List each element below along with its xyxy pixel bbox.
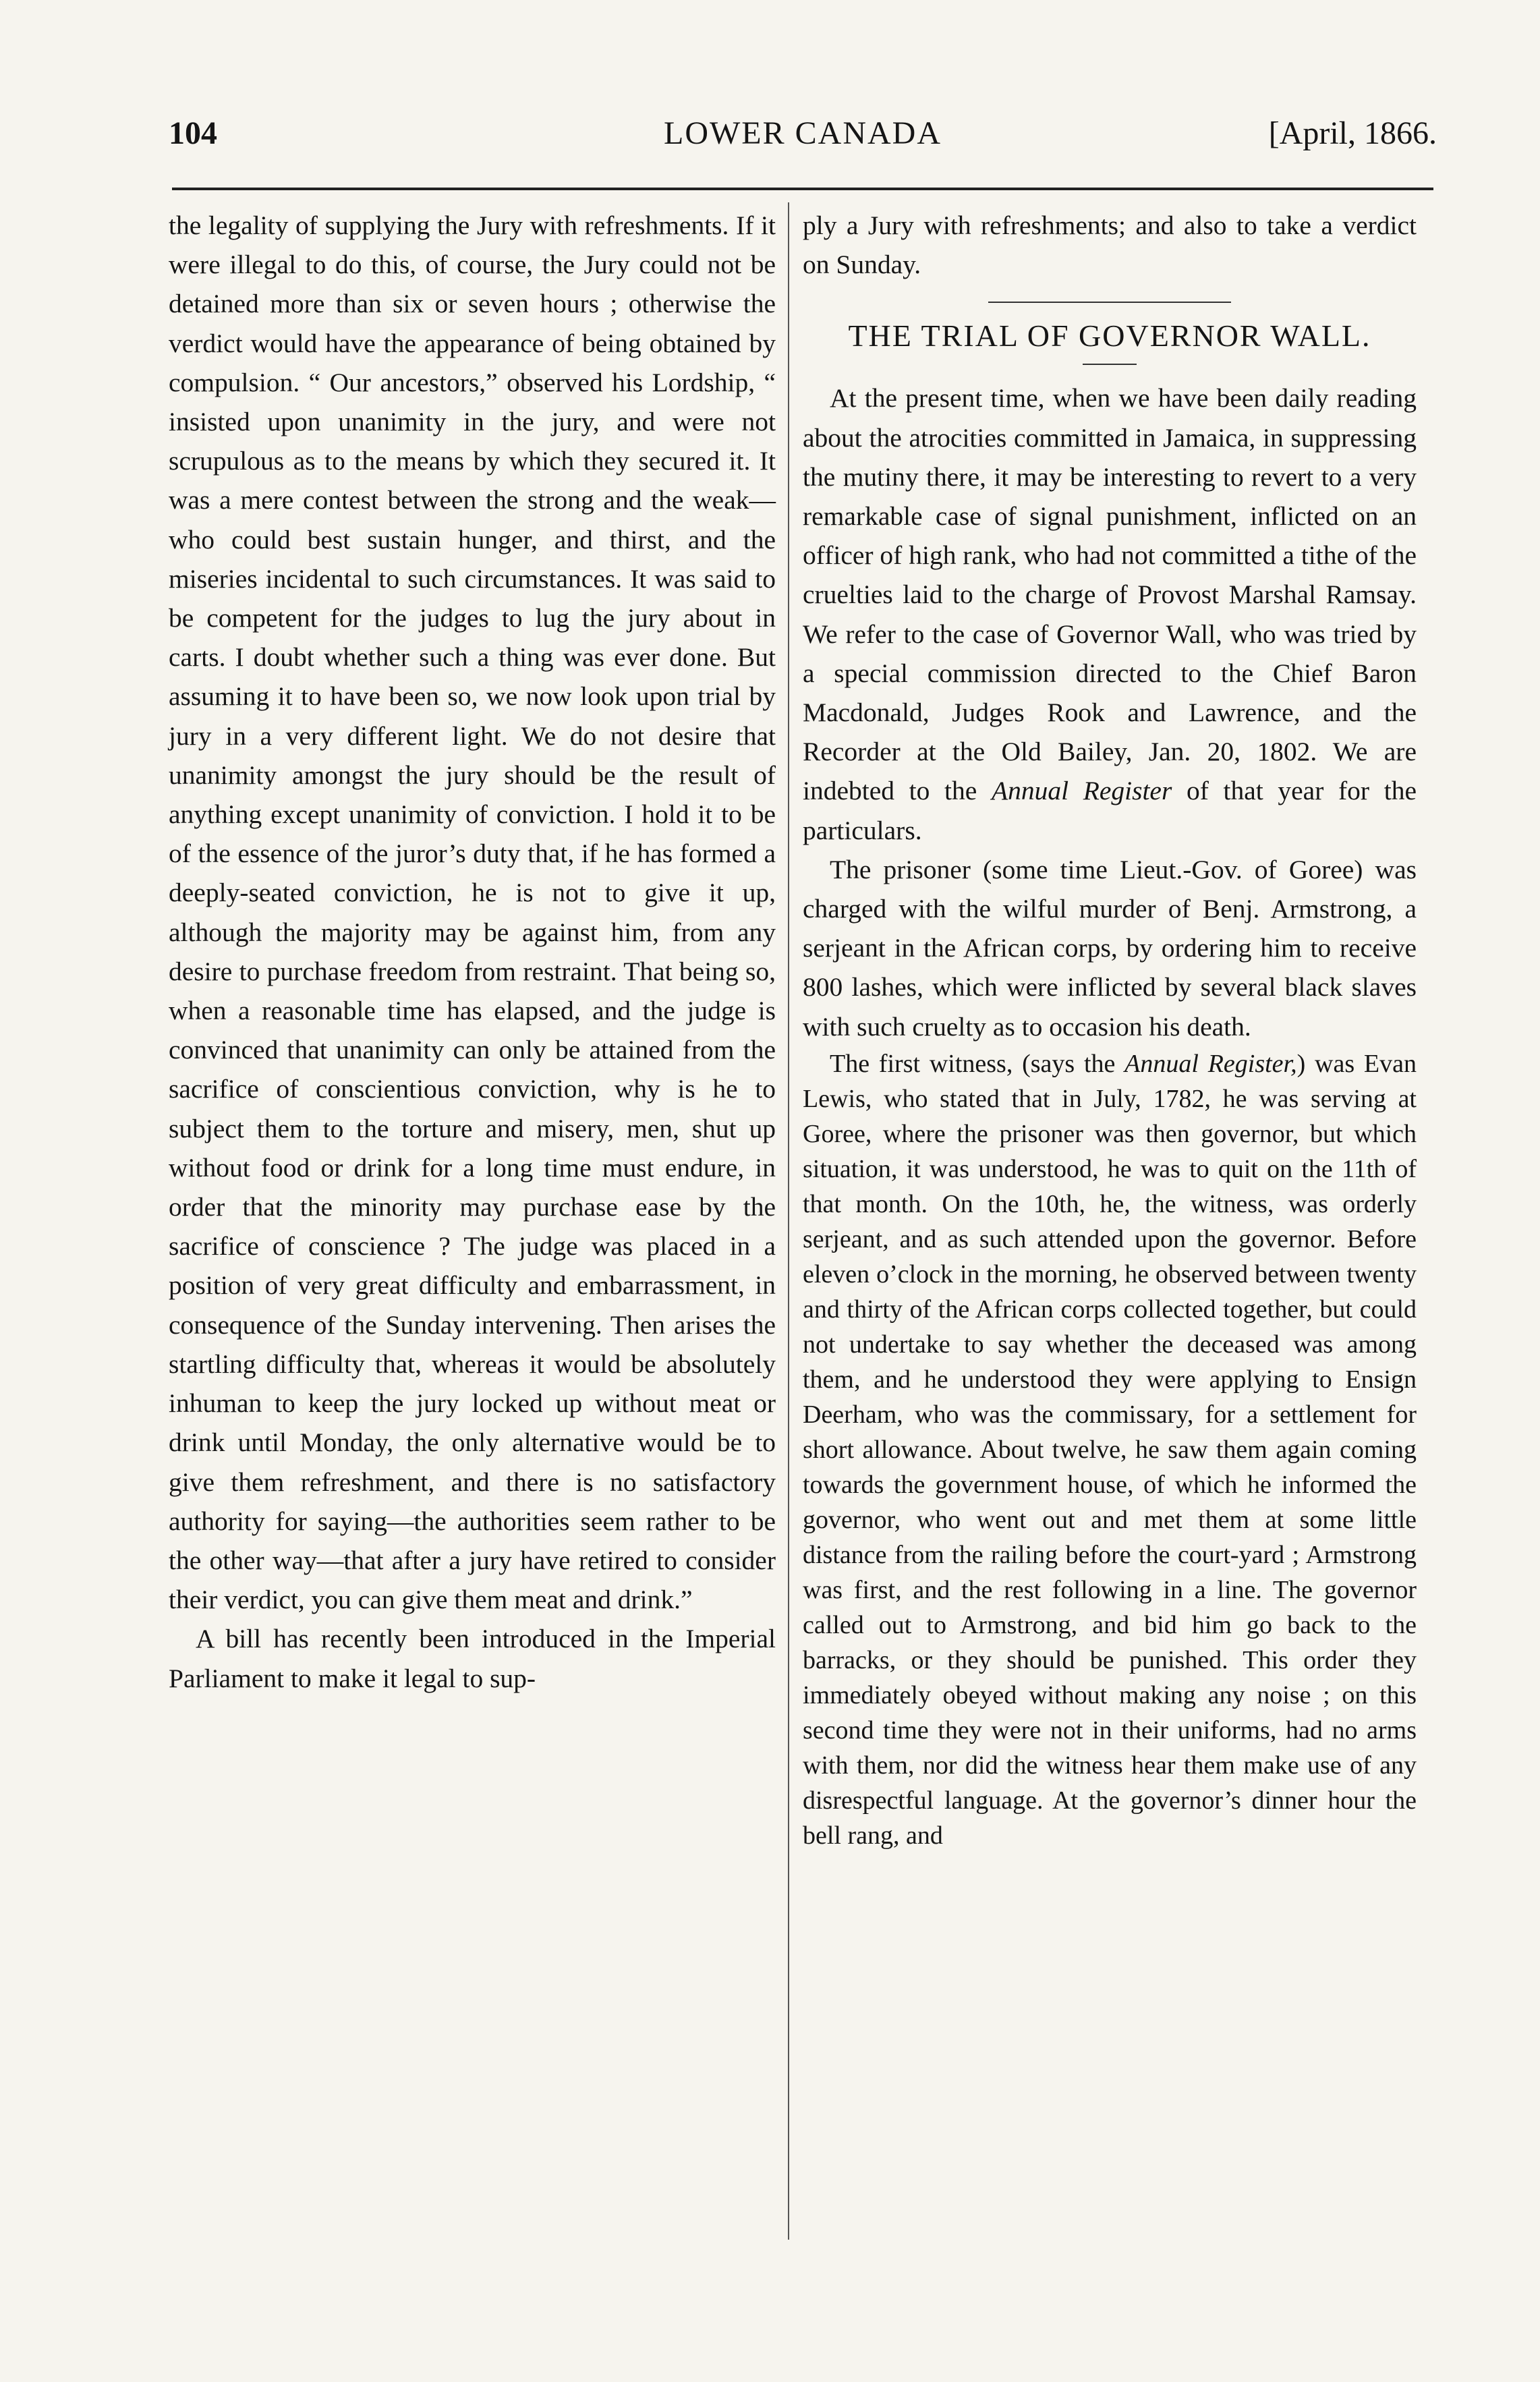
left-column [169,206,776,1698]
article-paragraph [803,378,1417,849]
paragraph-text: of that year for the particulars. [803,776,1417,845]
article-paragraph: A bill has recently been introduced in the Imperial Parliament to make it legal to sup- [169,1624,776,1693]
article-paragraph: The prisoner (some time Lieut.-Gov. of Goree) was charged with the wilful murder of Benj. Armstrong, a serjeant in the African corps, by ordering him to receive 800 lashes, which were inflicted by several black slaves with such cruelty as to occasion his death. [803,854,1417,1042]
page-number: 104 [169,115,217,151]
running-title: LOWER CANADA [664,115,942,151]
issue-date: [April, 1866. [1268,115,1437,151]
paragraph-text: At the present time, when we have been daily reading about the atrocities committed in Jamaica, in suppressing the mutiny there, it may be interesting to revert to a very remarkable case of signal punishment, inflicted on an officer of high rank, who had not committed a tithe of the cruelties laid to the charge of Provost Marshal Ramsay. We refer to the case of Governor Wall, who was tried by a special commission directed to the Chief Baron Macdonald, Judges Rook and Lawrence, and the Recorder at the Old Bailey, Jan. 20, 1802. We are indebted to the [803,383,1417,806]
paragraph-text: The first witness, (says the [830,1049,1125,1078]
section-divider [988,302,1231,303]
article-paragraph [803,1046,1417,1853]
publication-title: Annual Register, [1124,1049,1297,1078]
section-title: THE TRIAL OF GOVERNOR WALL. [848,318,1371,353]
continued-paragraph: ply a Jury with refreshments; and also to take a verdict on Sunday. [803,210,1417,280]
article-paragraph: the legality of supplying the Jury with refreshments. If it were illegal to do this, of course, the Jury could not be detained more than six or seven hours ; otherwise the verdict would have the appearance of being obtained by compulsion. “ Our ancestors,” observed his Lordship, “ insisted upon unanimity in the jury, and were not scrupulous as to the means by which they secured it. It was a mere contest between the strong and the weak—who could best sustain hunger, and thirst, and the miseries incidental to such circumstances. It was said to be competent for the judges to lug the jury about in carts. I doubt whether such a thing was ever done. But assuming it to have been so, we now look upon trial by jury in a very different light. We do not desire that unanimity amongst the jury should be the result of anything except unanimity of conviction. I hold it to be of the essence of the juror’s duty that, if he has formed a deeply-seated conviction, he is not to give it up, although the majority may be against him, from any desire to purchase freedom from restraint. That being so, when a reasonable time has elapsed, and the judge is convinced that unanimity can only be attained from the sacrifice of conscientious conviction, why is he to subject them to the torture and misery, men, shut up without food or drink for a long time must endure, in order that the minority may purchase ease by the sacrifice of conscience ? The judge was placed in a position of very great difficulty and embarrassment, in consequence of the Sunday intervening. Then arises the startling difficulty that, whereas it would be absolutely inhuman to keep the jury locked up without meat or drink until Monday, the only alternative would be to give them refreshment, and there is no satisfactory authority for saying—the authorities seem rather to be the other way—that after a jury have retired to consider their verdict, you can give them meat and drink.” [169,210,776,1615]
column-divider [788,202,789,2240]
page-header [169,115,1437,175]
title-divider [1083,364,1137,365]
paragraph-text: ) was Evan Lewis, who stated that in July, 1782, he was serving at Goree, where the prisoner was then governor, but which situation, it was understood, he was to quit on the 11th of that month. On the 10th, he, the witness, was orderly serjeant, and as such attended upon the governor. Before eleven o’clock in the morning, he observed between twenty and thirty of the African corps collected together, but could not undertake to say whether the deceased was among them, and he understood they were applying to Ensign Deerham, who was the commissary, for a settlement for short allowance. About twelve, he saw them again coming towards the government house, of which he informed the governor, who went out and met them at some little distance from the railing before the court-yard ; Armstrong was first, and the rest following in a line. The governor called out to Armstrong, and bid him go back to the barracks, or they should be punished. This order they immediately obeyed without making any noise ; on this second time they were not in their uniforms, had no arms with them, nor did the witness hear them make use of any disrespectful language. At the governor’s dinner hour the bell rang, and [803,1049,1417,1850]
publication-title: Annual Register [991,776,1172,806]
right-column [803,206,1417,1853]
header-rule [172,188,1433,190]
